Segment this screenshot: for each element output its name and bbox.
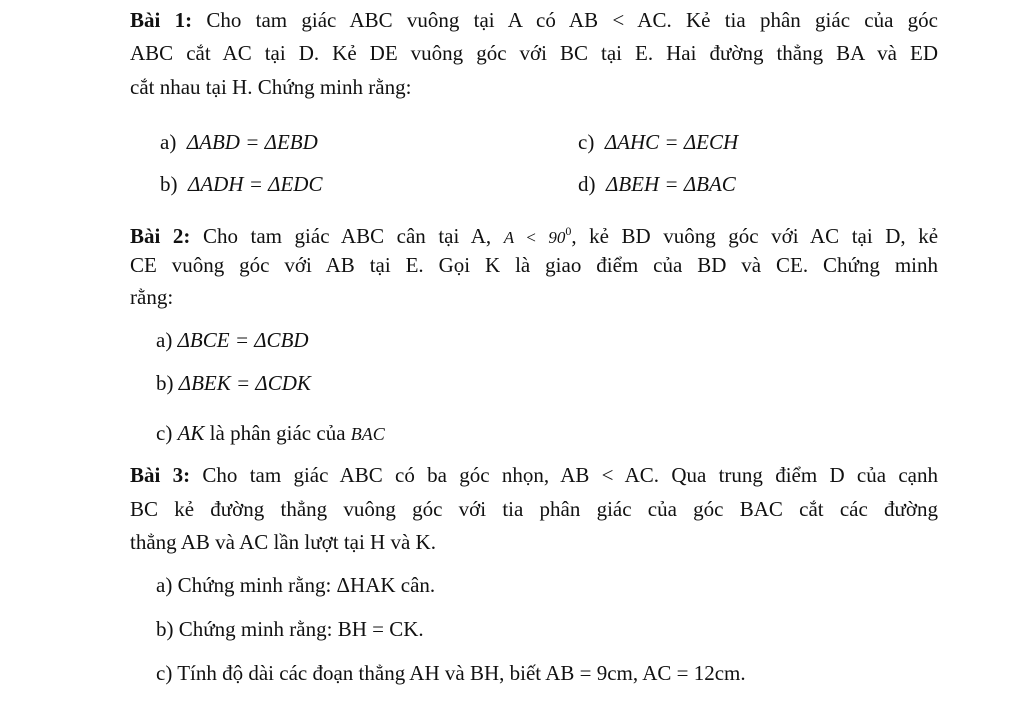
bai1-item-b: b) ΔADH = ΔEDC (160, 172, 323, 196)
bai3-item-a: a) Chứng minh rằng: ΔHAK cân. (156, 573, 436, 597)
bai2-line3: rằng: (130, 285, 174, 309)
bai1-title: Bài 1: (130, 8, 193, 32)
bai2-item-b: b) ΔBEK = ΔCDK (156, 371, 311, 395)
bai1-line2: ABC cắt AC tại D. Kẻ DE vuông góc với BC tại E. Hai đường thẳng BA và ED (130, 41, 938, 65)
bai3-line3: thẳng AB và AC lần lượt tại H và K. (130, 530, 436, 554)
bai2-line2: CE vuông góc với AB tại E. Gọi K là giao điểm của BD và CE. Chứng minh (130, 253, 938, 277)
bai1-item-d: d) ΔBEH = ΔBAC (578, 172, 736, 196)
bai1-line1 (130, 7, 938, 33)
bai2-item-a: a) ΔBCE = ΔCBD (156, 328, 309, 352)
bai3-title: Bài 3: (130, 463, 191, 487)
bai1-item-c: c) ΔAHC = ΔECH (578, 130, 739, 154)
bai3-line2: BC kẻ đường thẳng vuông góc với tia phân giác của góc BAC cắt các đường (130, 497, 938, 521)
bai1-line1-text: Cho tam giác ABC vuông tại A có AB < AC. Kẻ tia phân giác của góc (206, 8, 938, 32)
bai1-line3: cắt nhau tại H. Chứng minh rằng: (130, 75, 412, 99)
bai2-angle-condition: A < 90 (503, 228, 566, 247)
bai3-line1: Bài 3: Cho tam giác ABC có ba góc nhọn, AB < AC. Qua trung điểm D của cạnh (130, 463, 938, 487)
bai3-item-c: c) Tính độ dài các đoạn thẳng AH và BH, biết AB = 9cm, AC = 12cm. (156, 661, 746, 685)
bai3-item-b: b) Chứng minh rằng: BH = CK. (156, 617, 424, 641)
bai1-item-a: a) ΔABD = ΔEBD (160, 130, 318, 154)
bai2-line1: Bài 2: Cho tam giác ABC cân tại A, $A < 90^0$, kẻ BD vuông góc với AC tại D, kẻ (130, 224, 939, 248)
bai2-item-c: c) AK là phân giác của BAC (156, 421, 385, 445)
bai2-title: Bài 2: (130, 224, 191, 248)
